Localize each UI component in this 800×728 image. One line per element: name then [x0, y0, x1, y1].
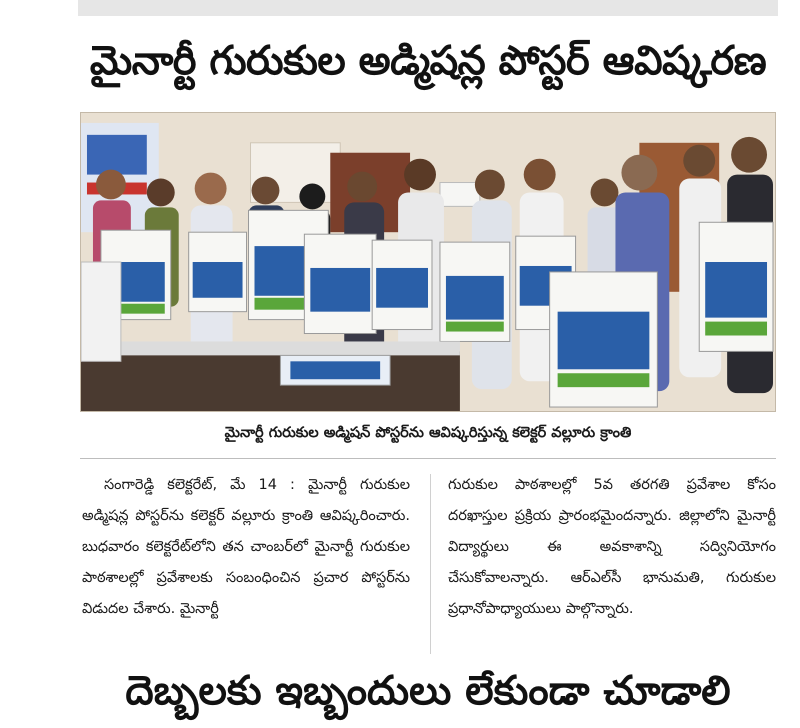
- article-body-right-column: గురుకుల పాఠశాలల్లో 5వ తరగతి ప్రవేశాల కోసం దరఖాస్తుల ప్రక్రియ ప్రారంభమైందన్నారు. జిల్లాలోని మైనార్టీ విద్యార్థులు ఈ అవకాశాన్ని సద్వినియోగం చేసుకోవాలన్నారు. ఆర్‌ఎల్‌సీ భానుమతి, గురుకుల ప్రధానోపాధ్యాయులు పాల్గొన్నారు.: [448, 477, 776, 617]
- news-photo: [80, 112, 776, 412]
- news-photo-illustration: [81, 113, 775, 411]
- photo-caption: మైనార్టీ గురుకుల అడ్మిషన్ పోస్టర్‌ను ఆవిష్కరిస్తున్న కలెక్టర్ వల్లూరు క్రాంతి: [224, 425, 632, 441]
- previous-article-band: [78, 0, 778, 16]
- caption-divider: [80, 458, 776, 459]
- article-headline: మైనార్టీ గురుకుల అడ్మిషన్ల పోస్టర్ ఆవిష్కరణ: [89, 38, 767, 84]
- article-body-left-column: సంగారెడ్డి కలెక్టరేట్, మే 14 : మైనార్టీ గురుకుల అడ్మిషన్ల పోస్టర్‌ను కలెక్టర్ వల్లూరు క్రాంతి ఆవిష్కరించారు. బుధవారం కలెక్టరేట్‌లోని తన చాంబర్‌లో మైనార్టీ గురుకుల పాఠశాలల్లో ప్రవేశాలకు సంబంధించిన ప్రచార పోస్టర్‌ను విడుదల చేశారు. మైనార్టీ: [82, 477, 410, 617]
- column-divider: [430, 474, 431, 654]
- next-article-headline: దెబ్బలకు ఇబ్బందులు లేకుండా చూడాలి: [125, 668, 731, 714]
